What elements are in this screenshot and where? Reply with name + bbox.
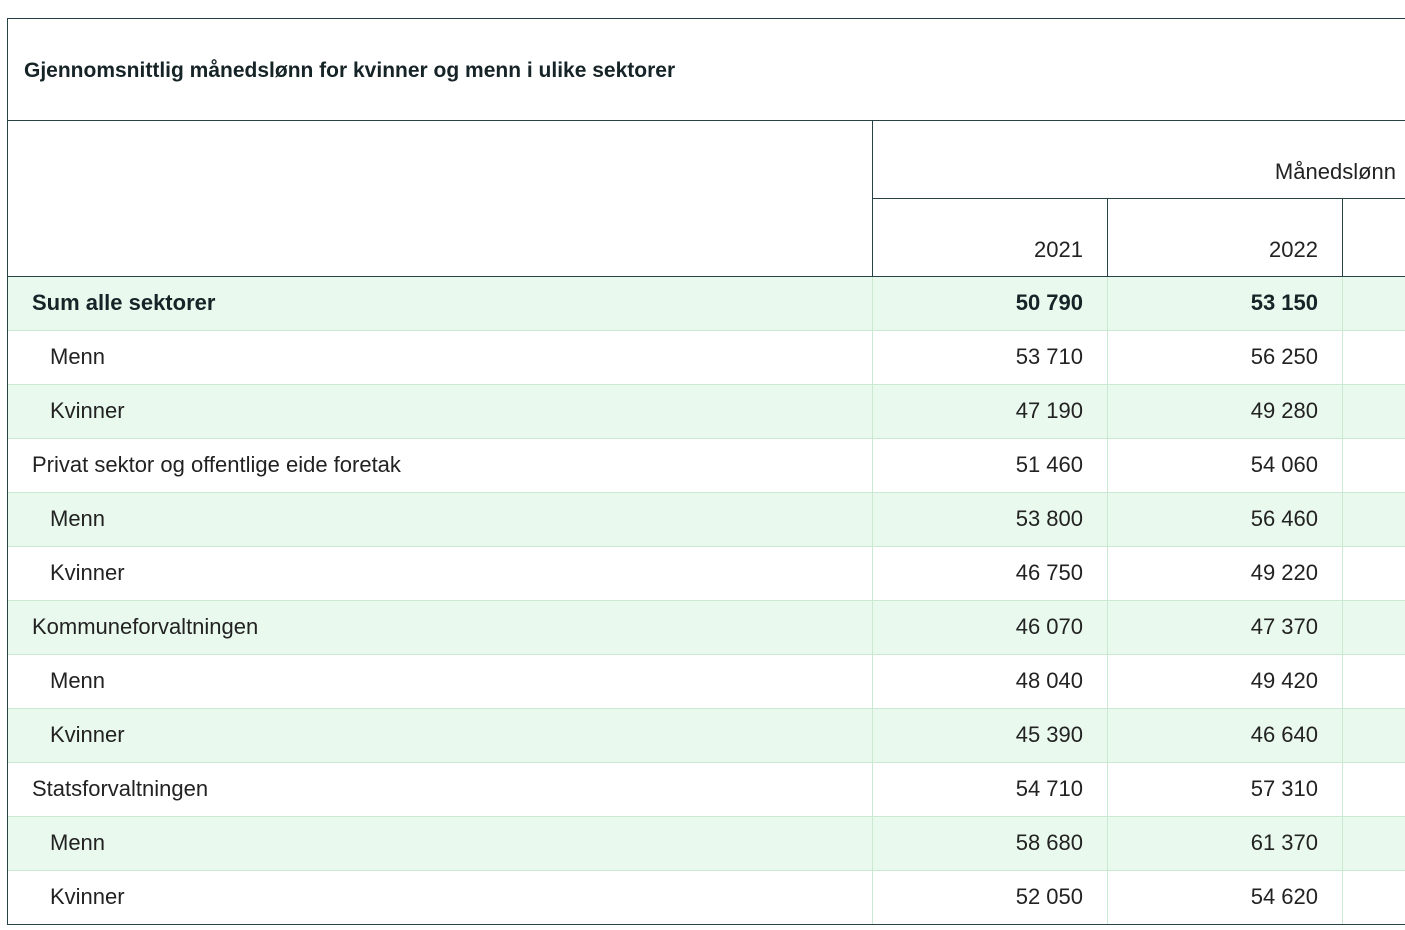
value-cell-2022: [1108, 655, 1343, 708]
row-label: Menn: [50, 830, 106, 855]
value-2022: 49 420: [1250, 668, 1318, 693]
table-row: [8, 763, 1405, 817]
table-row: [8, 655, 1405, 709]
value-cell-2021: [873, 817, 1108, 870]
row-label: Menn: [50, 506, 106, 531]
row-label: Kvinner: [50, 560, 125, 585]
header-year-2022: [1108, 199, 1343, 276]
value-2021: 51 460: [1015, 452, 1083, 477]
value-cell-2022: [1108, 277, 1343, 330]
value-2021: 45 390: [1015, 722, 1083, 747]
value-cell-cutoff: [1343, 709, 1405, 762]
row-label: Kvinner: [50, 398, 125, 423]
header-year-label: 2022: [1269, 237, 1318, 262]
value-2021: 50 790: [1015, 290, 1083, 315]
row-label-cell: [8, 331, 873, 384]
row-label: Kvinner: [50, 722, 125, 747]
table-header: [8, 121, 1405, 277]
value-2021: 46 070: [1015, 614, 1083, 639]
value-cell-cutoff: [1343, 439, 1405, 492]
value-cell-2022: [1108, 331, 1343, 384]
row-label-cell: [8, 493, 873, 546]
table-body: [8, 277, 1405, 925]
row-label-cell: [8, 655, 873, 708]
row-label: Kvinner: [50, 884, 125, 909]
table-row: [8, 493, 1405, 547]
value-cell-2022: [1108, 439, 1343, 492]
value-2022: 56 250: [1250, 344, 1318, 369]
value-2021: 53 800: [1015, 506, 1083, 531]
header-group-cell: [873, 121, 1405, 199]
value-cell-2022: [1108, 709, 1343, 762]
value-2022: 54 060: [1250, 452, 1318, 477]
row-label: Statsforvaltningen: [32, 776, 209, 801]
value-2021: 58 680: [1015, 830, 1083, 855]
value-cell-cutoff: [1343, 763, 1405, 816]
table-row: [8, 871, 1405, 925]
row-label: Kommuneforvaltningen: [32, 614, 259, 639]
table-title: Gjennomsnittlig månedslønn for kvinner og menn i ulike sektorer: [24, 59, 676, 82]
value-cell-cutoff: [1343, 817, 1405, 870]
value-2022: 49 280: [1250, 398, 1318, 423]
table-row: [8, 277, 1405, 331]
value-2021: 48 040: [1015, 668, 1083, 693]
value-cell-cutoff: [1343, 385, 1405, 438]
value-cell-2022: [1108, 763, 1343, 816]
value-cell-2021: [873, 601, 1108, 654]
value-cell-cutoff: [1343, 871, 1405, 924]
table-row: [8, 817, 1405, 871]
table-row: [8, 547, 1405, 601]
value-cell-2022: [1108, 601, 1343, 654]
row-label-cell: [8, 817, 873, 870]
value-2021: 52 050: [1015, 884, 1083, 909]
row-label-cell: [8, 763, 873, 816]
table-row: [8, 709, 1405, 763]
header-group-label: Månedslønn: [1274, 159, 1396, 184]
row-label-cell: [8, 547, 873, 600]
row-label: Menn: [50, 344, 106, 369]
value-2022: 54 620: [1250, 884, 1318, 909]
table-row: [8, 439, 1405, 493]
row-label-cell: [8, 709, 873, 762]
table-row: [8, 331, 1405, 385]
value-cell-2022: [1108, 385, 1343, 438]
value-2022: 53 150: [1250, 290, 1318, 315]
value-2021: 46 750: [1015, 560, 1083, 585]
header-year-2021: [873, 199, 1108, 276]
value-cell-cutoff: [1343, 331, 1405, 384]
value-2022: 46 640: [1250, 722, 1318, 747]
value-cell-2022: [1108, 871, 1343, 924]
value-cell-cutoff: [1343, 277, 1405, 330]
value-2022: 56 460: [1250, 506, 1318, 531]
value-cell-cutoff: [1343, 493, 1405, 546]
value-cell-2022: [1108, 547, 1343, 600]
value-cell-2021: [873, 439, 1108, 492]
value-2022: 57 310: [1250, 776, 1318, 801]
value-cell-2021: [873, 763, 1108, 816]
value-cell-2021: [873, 385, 1108, 438]
table-caption: [8, 19, 1405, 121]
wage-table: [7, 18, 1405, 925]
value-cell-2022: [1108, 493, 1343, 546]
value-cell-cutoff: [1343, 655, 1405, 708]
row-label-cell: [8, 871, 873, 924]
value-cell-2021: [873, 655, 1108, 708]
value-2022: 47 370: [1250, 614, 1318, 639]
value-2022: 61 370: [1250, 830, 1318, 855]
value-cell-2021: [873, 547, 1108, 600]
value-cell-2022: [1108, 817, 1343, 870]
value-cell-cutoff: [1343, 547, 1405, 600]
value-2021: 54 710: [1015, 776, 1083, 801]
value-2022: 49 220: [1250, 560, 1318, 585]
header-stub-cell: [8, 121, 873, 276]
row-label: Sum alle sektorer: [32, 290, 216, 315]
value-cell-2021: [873, 331, 1108, 384]
row-label-cell: [8, 439, 873, 492]
row-label: Privat sektor og offentlige eide foretak: [32, 452, 401, 477]
value-cell-2021: [873, 709, 1108, 762]
table-row: [8, 385, 1405, 439]
header-year-label: 2021: [1034, 237, 1083, 262]
table-row: [8, 601, 1405, 655]
value-cell-2021: [873, 277, 1108, 330]
row-label: Menn: [50, 668, 106, 693]
row-label-cell: [8, 601, 873, 654]
row-label-cell: [8, 277, 873, 330]
value-cell-2021: [873, 871, 1108, 924]
row-label-cell: [8, 385, 873, 438]
value-2021: 53 710: [1015, 344, 1083, 369]
value-2021: 47 190: [1015, 398, 1083, 423]
value-cell-cutoff: [1343, 601, 1405, 654]
value-cell-2021: [873, 493, 1108, 546]
